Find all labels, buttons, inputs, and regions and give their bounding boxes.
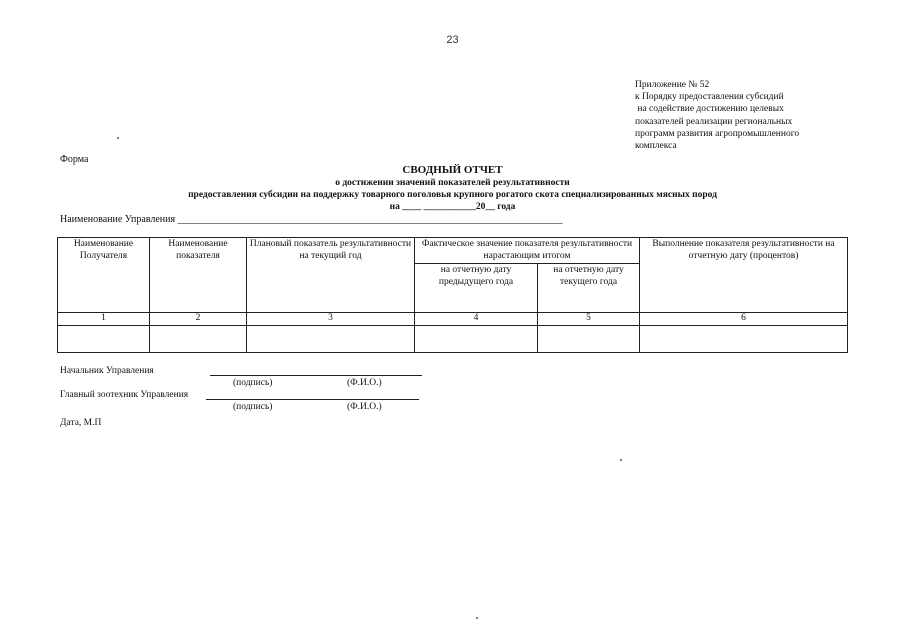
column-number: 2 <box>150 313 247 326</box>
header-current-year: на отчетную дату текущего года <box>538 264 640 313</box>
table-cell[interactable] <box>415 325 538 352</box>
table-cell[interactable] <box>538 325 640 352</box>
date-stamp-label: Дата, М.П <box>60 418 102 428</box>
head-signature-line[interactable] <box>210 375 422 376</box>
report-subtitle-1: о достижении значений показателей результативности <box>335 178 570 188</box>
header-prev-year: на отчетную дату предыдущего года <box>415 264 538 313</box>
table-header-row <box>58 238 848 264</box>
page-number: 23 <box>446 34 459 46</box>
table-row <box>58 325 848 352</box>
header-planned: Плановый показатель результативности на текущий год <box>247 238 415 313</box>
form-label: Форма <box>60 154 89 165</box>
report-title: СВОДНЫЙ ОТЧЕТ <box>402 164 503 176</box>
head-of-department-label: Начальник Управления <box>60 366 154 376</box>
table-number-row <box>58 313 848 326</box>
header-completion: Выполнение показателя результативности на отчетную дату (процентов) <box>640 238 848 313</box>
header-recipient: Наименование Получателя <box>58 238 150 313</box>
table-cell[interactable] <box>150 325 247 352</box>
header-actual-group: Фактическое значение показателя результативности нарастающим итогом <box>415 238 640 264</box>
report-date-line: на ____ ___________20__ года <box>389 202 516 212</box>
table-cell[interactable] <box>58 325 150 352</box>
appendix-note: Приложение № 52 к Порядку предоставления субсидий на содействие достижению целевых показателей реализации региональных программ развития агропромышленного комплекса <box>635 80 800 152</box>
organization-line: Наименование Управления _____________________________________________________________________________ <box>60 214 563 225</box>
scan-speck <box>476 617 478 619</box>
chief-zootechnician-label: Главный зоотехник Управления <box>60 390 189 400</box>
signature-caption: (подпись) <box>233 402 273 412</box>
column-number: 4 <box>415 313 538 326</box>
table-cell[interactable] <box>640 325 848 352</box>
table-cell[interactable] <box>247 325 415 352</box>
column-number: 1 <box>58 313 150 326</box>
signature-caption: (подпись) <box>233 378 273 388</box>
column-number: 6 <box>640 313 848 326</box>
column-number: 3 <box>247 313 415 326</box>
report-table <box>57 237 848 353</box>
report-subtitle-2: предоставления субсидии на поддержку товарного поголовья крупного рогатого скота специализированных мясных пород <box>188 190 717 200</box>
scan-speck <box>620 459 622 461</box>
scan-speck <box>117 137 119 139</box>
column-number: 5 <box>538 313 640 326</box>
header-indicator: Наименование показателя <box>150 238 247 313</box>
zootech-signature-line[interactable] <box>206 399 419 400</box>
fio-caption: (Ф.И.О.) <box>347 378 382 388</box>
fio-caption: (Ф.И.О.) <box>347 402 382 412</box>
